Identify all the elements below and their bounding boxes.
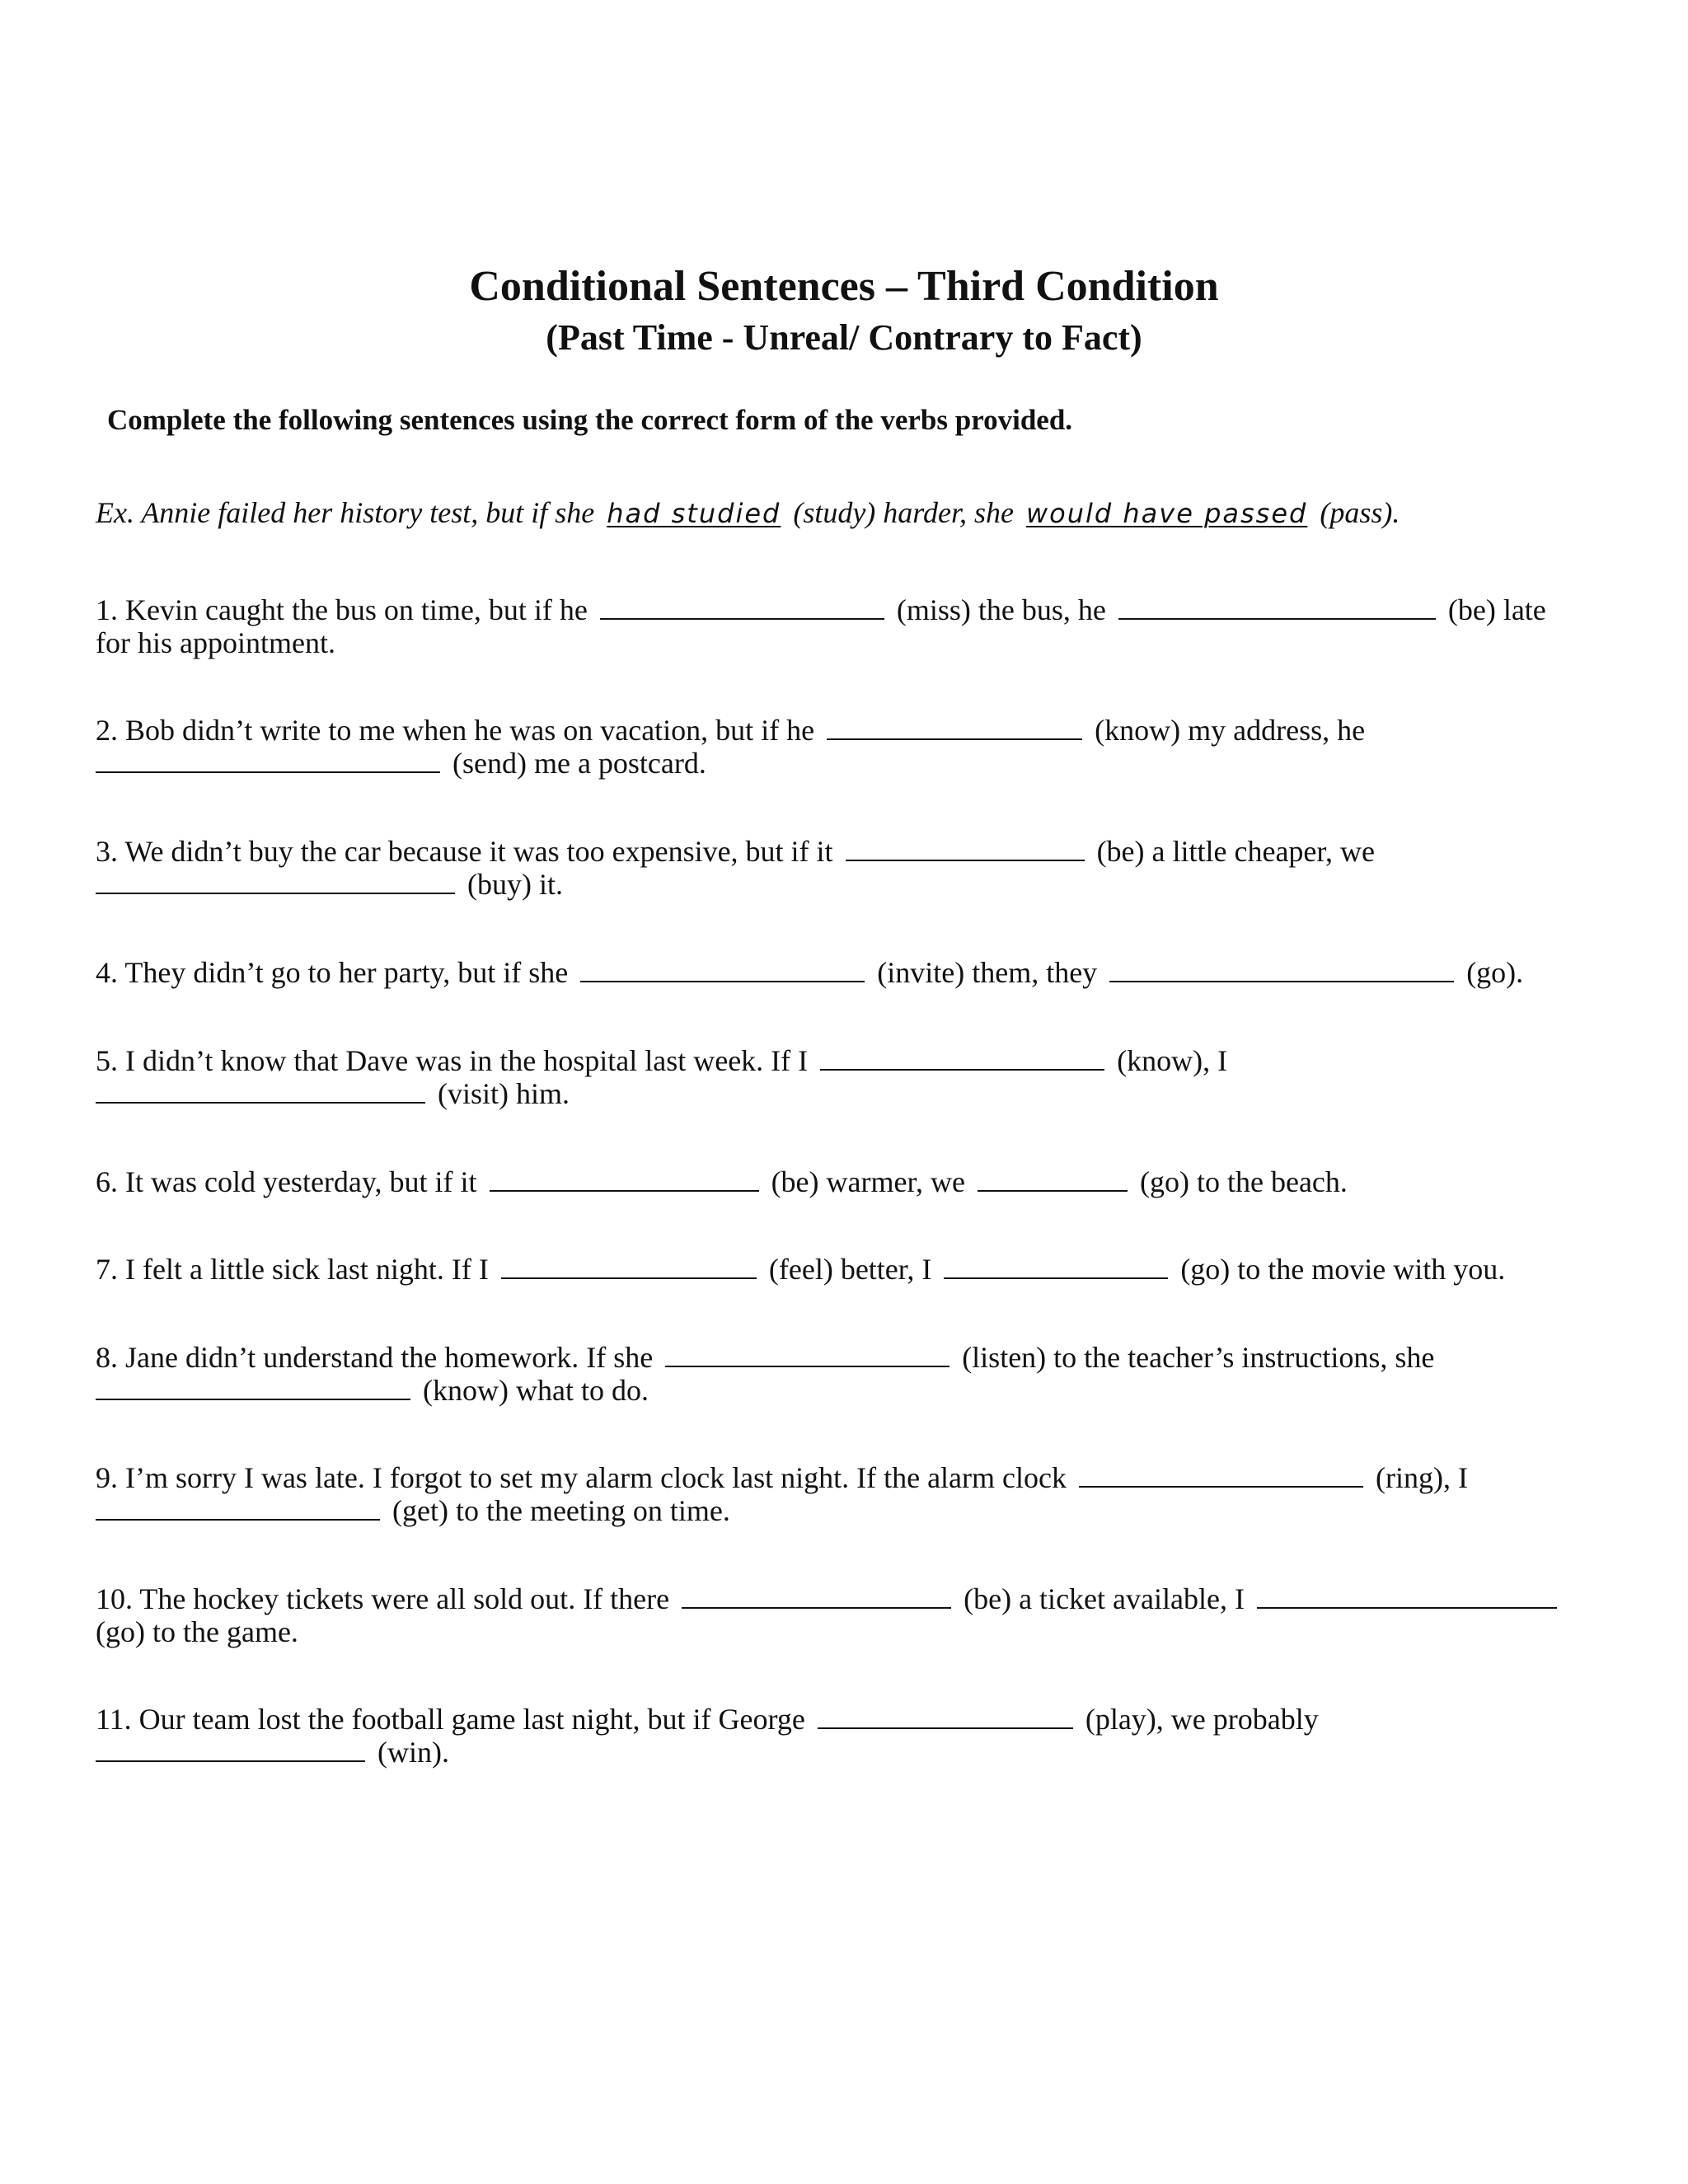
question-text: (miss) the bus, he (896, 593, 1106, 626)
question-text: (buy) it. (467, 868, 563, 901)
example-text: (study) harder, she (793, 496, 1014, 529)
question-text: (be) a ticket available, I (964, 1582, 1245, 1615)
answer-blank[interactable] (600, 593, 884, 620)
question-9 (96, 1461, 1579, 1527)
answer-blank[interactable] (96, 1494, 380, 1521)
answer-blank[interactable] (665, 1341, 950, 1367)
question-text: (be) late (1447, 593, 1546, 626)
example-text: (pass). (1320, 496, 1400, 529)
answer-blank[interactable] (1257, 1582, 1557, 1609)
question-2 (96, 714, 1579, 780)
answer-blank[interactable] (96, 747, 440, 773)
question-text: (feel) better, I (768, 1253, 932, 1286)
question-text: 5. I didn’t know that Dave was in the hospital last week. If I (96, 1044, 809, 1077)
instructions: Complete the following sentences using the correct form of the verbs provided. (107, 404, 1073, 436)
question-text: (send) me a postcard. (452, 747, 706, 780)
example-sentence (96, 494, 1400, 532)
question-text: (go) to the beach. (1140, 1165, 1348, 1198)
answer-blank[interactable] (490, 1165, 759, 1192)
question-text: 6. It was cold yesterday, but if it (96, 1165, 477, 1198)
question-text: 10. The hockey tickets were all sold out. If there (96, 1582, 670, 1615)
example-text: Ex. Annie failed her history test, but if she (96, 496, 595, 529)
question-text: (go). (1466, 956, 1524, 989)
question-text: (be) warmer, we (771, 1165, 965, 1198)
example-answer-handwritten: had studied (607, 498, 781, 529)
question-text: (visit) him. (438, 1077, 570, 1110)
answer-blank[interactable] (846, 835, 1085, 861)
answer-blank[interactable] (96, 1077, 425, 1104)
answer-blank[interactable] (818, 1703, 1073, 1729)
answer-blank[interactable] (820, 1044, 1104, 1071)
question-text: 8. Jane didn’t understand the homework. If she (96, 1341, 654, 1374)
question-text: 1. Kevin caught the bus on time, but if he (96, 593, 588, 626)
question-text: (get) to the meeting on time. (392, 1494, 730, 1527)
question-text: for his appointment. (96, 626, 335, 659)
question-text: (play), we probably (1085, 1703, 1319, 1736)
answer-blank[interactable] (682, 1582, 951, 1609)
question-text: (listen) to the teacher’s instructions, she (962, 1341, 1435, 1374)
question-text: (go) to the game. (96, 1615, 298, 1648)
example-answer-handwritten: would have passed (1025, 498, 1308, 529)
question-8 (96, 1341, 1579, 1407)
answer-blank[interactable] (1118, 593, 1436, 620)
question-3 (96, 835, 1579, 901)
question-text: (know) what to do. (423, 1374, 649, 1407)
question-text: 4. They didn’t go to her party, but if she (96, 956, 569, 989)
answer-blank[interactable] (827, 714, 1082, 740)
question-text: (know) my address, he (1095, 714, 1366, 747)
question-text: 7. I felt a little sick last night. If I (96, 1253, 489, 1286)
answer-blank[interactable] (944, 1253, 1168, 1279)
answer-blank[interactable] (1109, 956, 1454, 982)
question-text: (invite) them, they (877, 956, 1098, 989)
question-text: (know), I (1117, 1044, 1228, 1077)
question-text: 3. We didn’t buy the car because it was too expensive, but if it (96, 835, 833, 868)
question-7 (96, 1253, 1579, 1286)
answer-blank[interactable] (580, 956, 865, 982)
question-text: (win). (377, 1736, 449, 1769)
question-5 (96, 1044, 1579, 1110)
answer-blank[interactable] (1079, 1461, 1363, 1488)
question-text: (be) a little cheaper, we (1096, 835, 1375, 868)
page-title: Conditional Sentences – Third Condition (469, 263, 1219, 310)
question-4 (96, 956, 1579, 989)
page-subtitle: (Past Time - Unreal/ Contrary to Fact) (546, 317, 1142, 358)
answer-blank[interactable] (96, 1736, 365, 1762)
question-text: 9. I’m sorry I was late. I forgot to set my alarm clock last night. If the alarm clock (96, 1461, 1067, 1494)
question-10 (96, 1582, 1579, 1648)
question-1 (96, 593, 1579, 659)
answer-blank[interactable] (96, 868, 455, 894)
question-text: (go) to the movie with you. (1180, 1253, 1506, 1286)
question-text: 2. Bob didn’t write to me when he was on vacation, but if he (96, 714, 815, 747)
question-text: 11. Our team lost the football game last night, but if George (96, 1703, 805, 1736)
question-6 (96, 1165, 1579, 1198)
answer-blank[interactable] (978, 1165, 1128, 1192)
answer-blank[interactable] (501, 1253, 757, 1279)
question-text: (ring), I (1375, 1461, 1468, 1494)
question-11 (96, 1703, 1579, 1769)
answer-blank[interactable] (96, 1374, 410, 1400)
